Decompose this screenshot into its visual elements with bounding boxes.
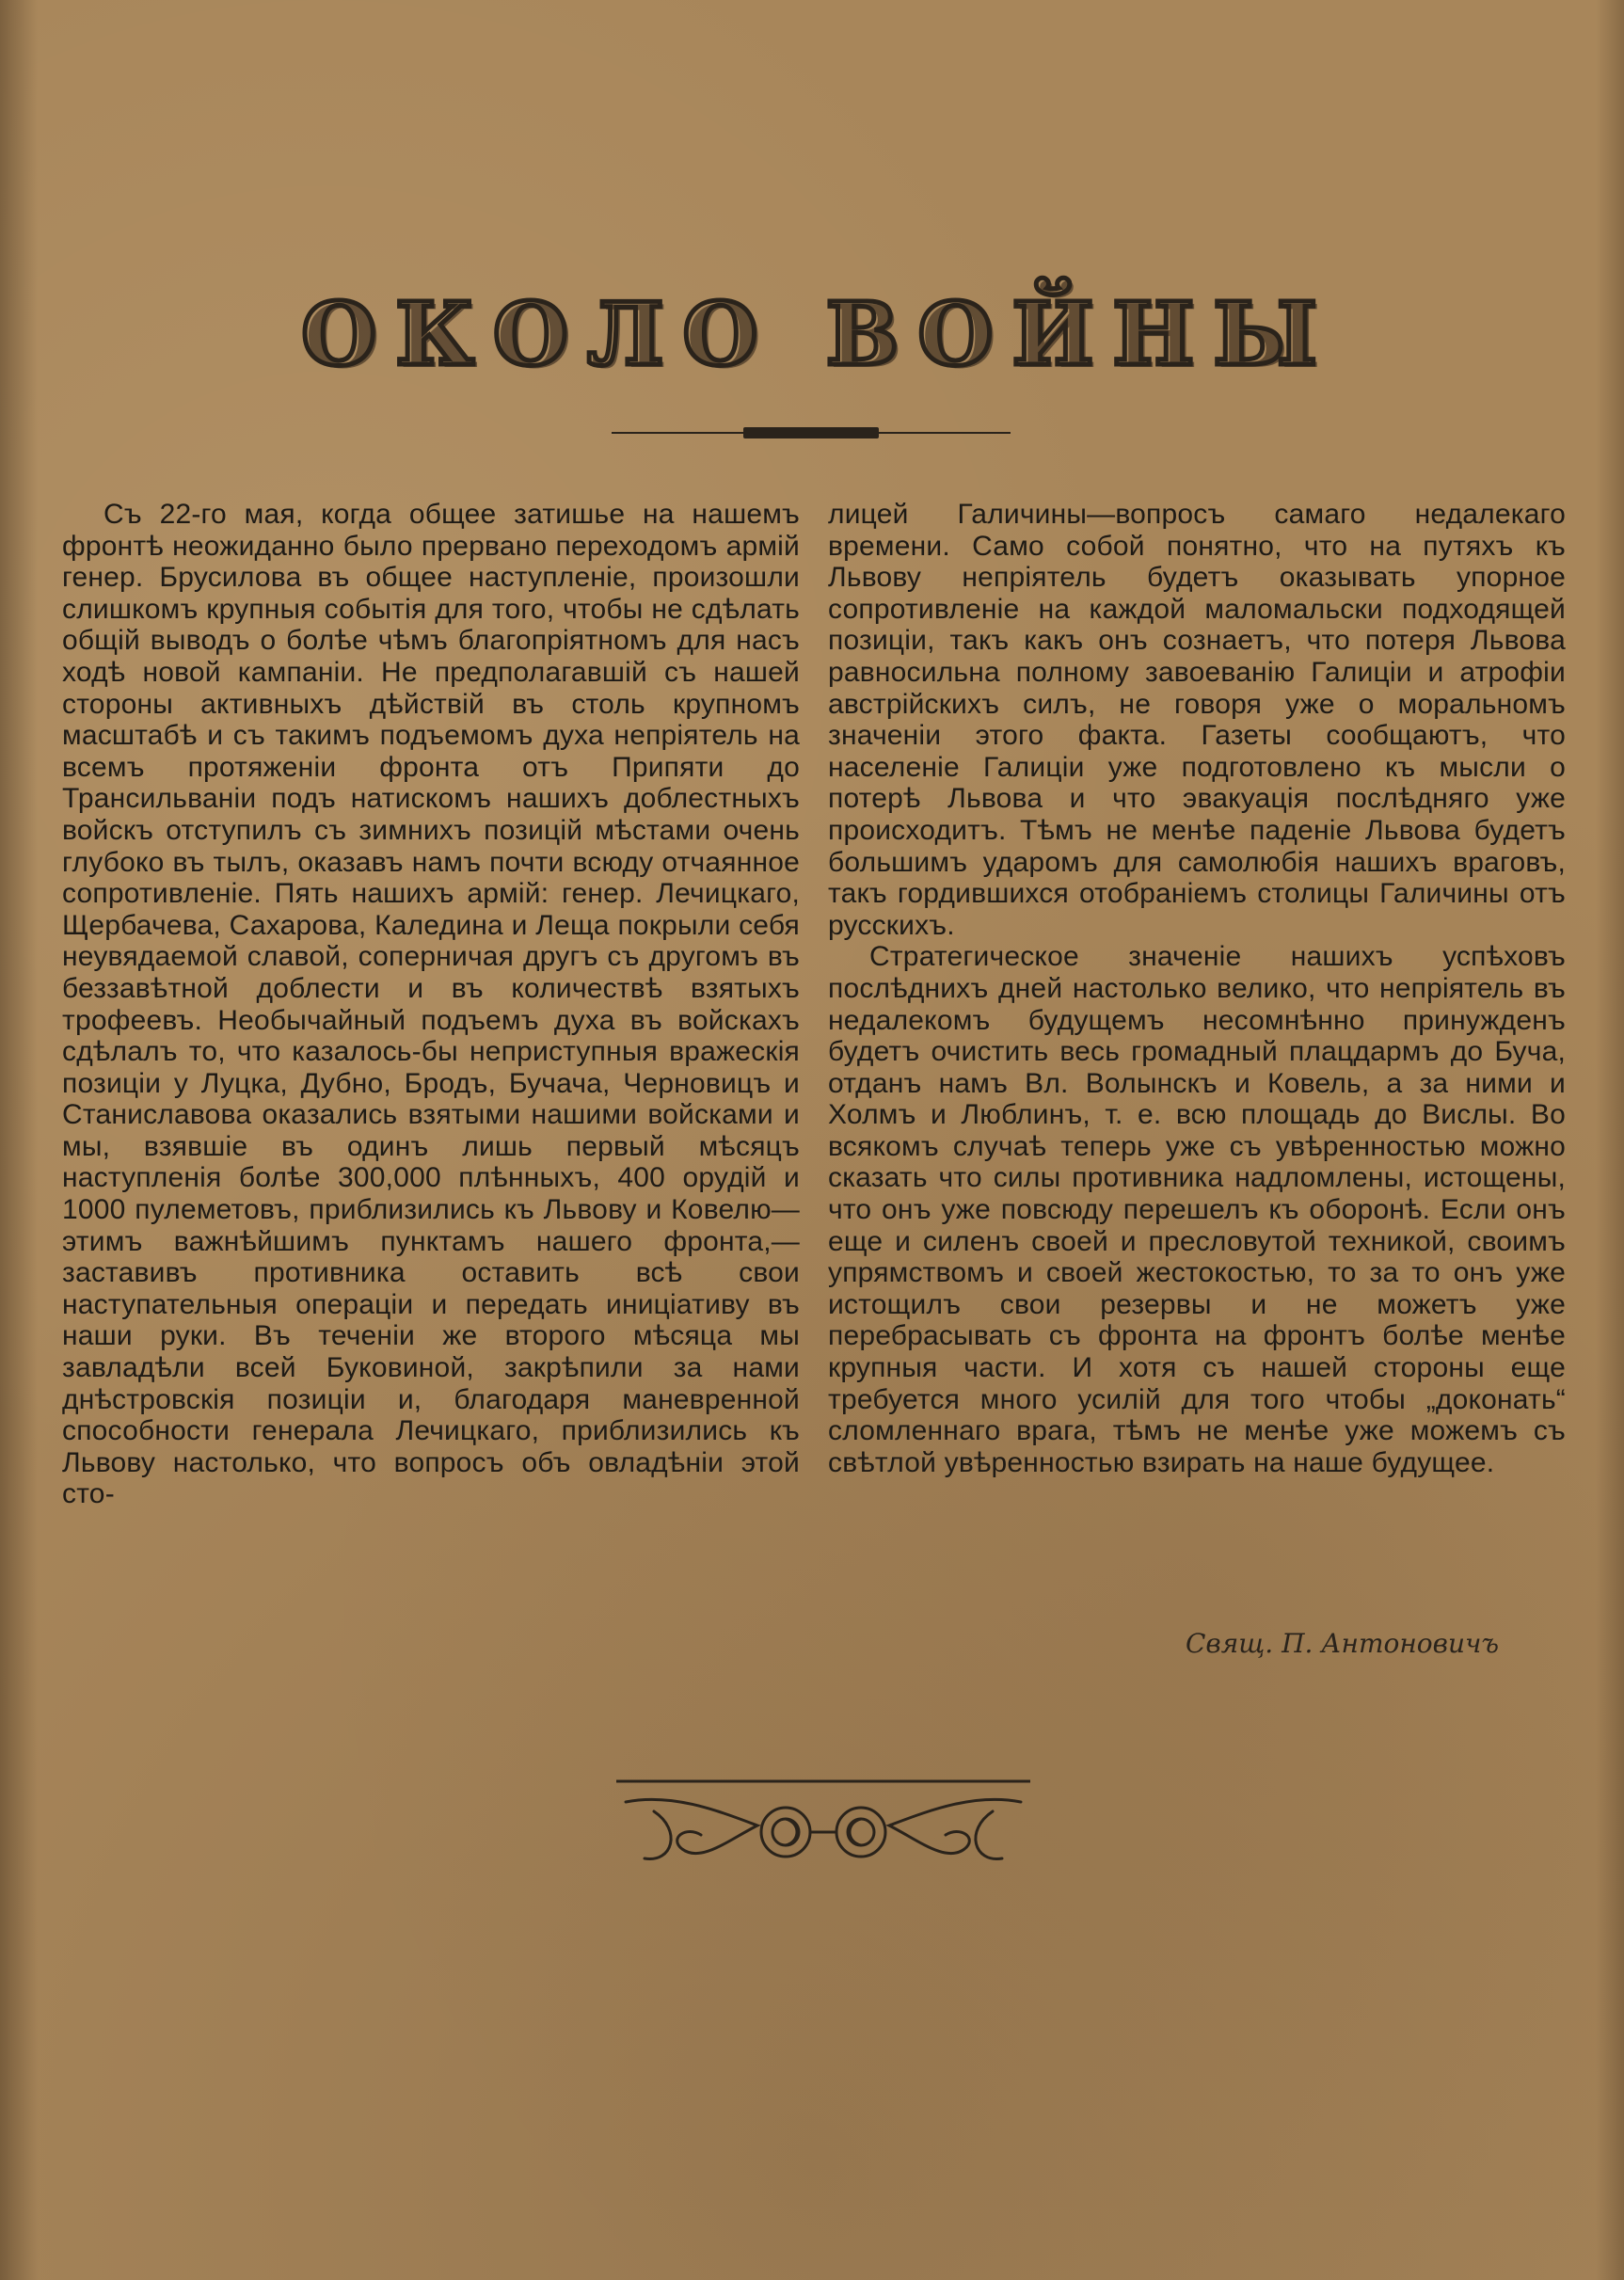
author-signature: Свящ. П. Антоновичъ	[1186, 1628, 1500, 1659]
title-divider	[612, 427, 1011, 438]
article-paragraph-2: Стратегическое значеніе нашихъ успѣховъ послѣднихъ дней настолько велико, что непріятель въ недалекомъ будущемъ несомнѣнно принужденъ будетъ очистить весь громадный плацдармъ до Буча, отданъ намъ Вл. Волынскъ и Ковель, а за ними и Холмъ и Люблинъ, т. е. всю площадь до Вислы. Во всякомъ случаѣ теперь уже съ увѣренностью можно сказать что силы противника надломлены, истощены, что онъ уже повсюду перешелъ къ оборонѣ. Если онъ еще и силенъ своей и пресловутой техникой, своимъ упрямствомъ и своей жестокостью, то за то онъ уже истощилъ свои резервы и не можетъ уже перебрасывать съ фронта на фронтъ болѣе менѣе крупныя части. И хотя съ нашей стороны еще требуется много усилій для того чтобы „доконать“ сломленнаго врага, тѣмъ не менѣе уже можемъ съ свѣтлой увѣренностью взирать на наше будущее.	[828, 941, 1566, 1478]
article-column-left	[62, 499, 800, 1510]
article-paragraph-1: Съ 22-го мая, когда общее затишье на нашемъ фронтѣ неожиданно было прервано переходомъ армій генер. Брусилова въ общее наступленіе, произошли слишкомъ крупныя событія для того, чтобы не сдѣлать общій выводъ о болѣе чѣмъ благопріятномъ для насъ ходѣ новой кампаніи. Не предполагавшій съ нашей стороны активныхъ дѣйствій въ столь крупномъ масштабѣ и съ такимъ подъемомъ духа непріятель на всемъ протяженіи фронта отъ Припяти до Трансильваніи подъ натискомъ нашихъ доблестныхъ войскъ отступилъ съ зимнихъ позицій мѣстами очень глубоко въ тылъ, оказавъ намъ почти всюду отчаянное сопротивленіе. Пять нашихъ армій: генер. Лечицкаго, Щербачева, Сахарова, Каледина и Леща покрыли себя неувядаемой славой, соперничая другъ съ другомъ въ беззавѣтной доблести и въ количествѣ взятыхъ трофеевъ. Необычайный подъемъ духа въ войскахъ сдѣлалъ то, что казалось-бы неприступныя вражескія позиціи у Луцка, Дубно, Бродъ, Бучача, Черновицъ и Станиславова оказались взятыми нашими войсками и мы, взявшіе въ одинъ лишь первый мѣсяцъ наступленія болѣе 300,000 плѣнныхъ, 400 орудій и 1000 пулеметовъ, приблизились къ Львову и Ковелю—этимъ важнѣйшимъ пунктамъ нашего фронта,—заставивъ противника оставить всѣ свои наступательныя операціи и передать иниціативу въ наши руки. Въ теченіи же второго мѣсяца мы завладѣли всей Буковиной, закрѣпили за нами днѣстровскія позиціи и, благодаря маневренной способности генерала Лечицкаго, приблизились къ Львову настолько, что вопросъ объ овладѣніи этой сто-	[62, 499, 800, 1510]
article-column-right	[828, 499, 1566, 1478]
scroll-flourish-icon	[616, 1774, 1030, 1877]
page-title: ОКОЛО ВОЙНЫ	[301, 283, 1336, 385]
article-paragraph-1-continued: лицей Галичины—вопросъ самаго недалекаго времени. Само собой понятно, что на путяхъ къ Львову непріятель будетъ оказывать упорное сопротивленіе на каждой маломальски подходящей позиціи, такъ какъ онъ сознаетъ, что потеря Львова равносильна полному завоеванію Галиціи и атрофіи австрійскихъ силъ, не говоря уже о моральномъ значеніи этого факта. Газеты сообщаютъ, что населеніе Галиціи уже подготовлено къ мысли о потерѣ Львова и что эвакуація послѣдняго уже происходитъ. Тѣмъ не менѣе паденіе Львова будетъ большимъ ударомъ для самолюбія нашихъ враговъ, такъ гордившихся отобраніемъ столицы Галичины отъ русскихъ.	[828, 499, 1566, 941]
page-edge-shadow-left	[0, 0, 38, 2280]
page-edge-shadow-right	[1596, 0, 1624, 2280]
